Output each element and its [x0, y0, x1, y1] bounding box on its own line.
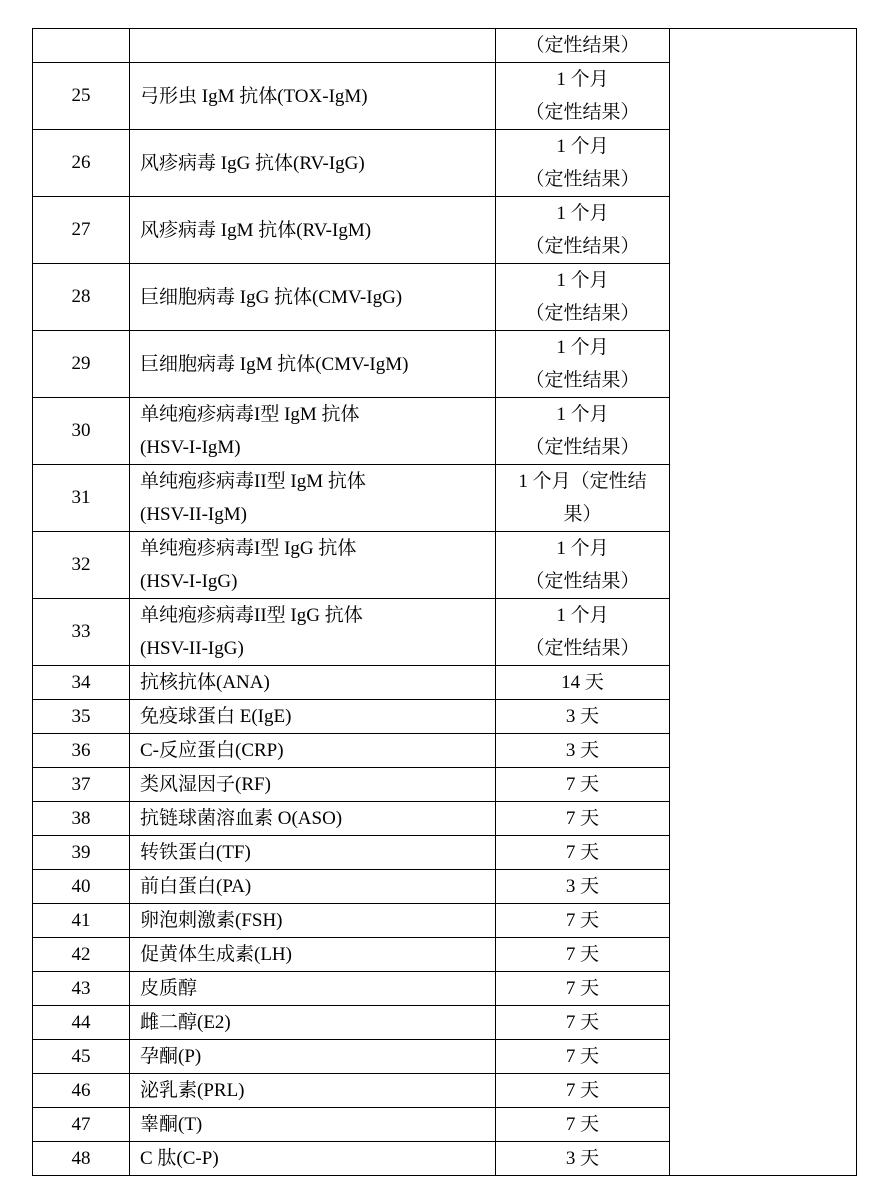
item-name	[130, 130, 496, 197]
item-name	[130, 29, 496, 63]
item-number: 48	[33, 1142, 130, 1176]
turnaround-time-line: （定性结果）	[525, 437, 640, 458]
turnaround-time	[496, 398, 670, 465]
turnaround-time-line: （定性结果）	[525, 169, 640, 190]
turnaround-time	[496, 197, 670, 264]
item-number	[33, 29, 130, 63]
item-number: 37	[33, 768, 130, 802]
item-name: 雌二醇(E2)	[130, 1006, 496, 1040]
turnaround-time	[496, 63, 670, 130]
table-body	[33, 29, 857, 1176]
item-name-line: 风疹病毒 IgG 抗体(RV-IgG)	[140, 152, 365, 174]
item-number: 26	[33, 130, 130, 197]
item-name-line: 巨细胞病毒 IgM 抗体(CMV-IgM)	[140, 353, 409, 375]
turnaround-time: 7 天	[496, 938, 670, 972]
item-number: 47	[33, 1108, 130, 1142]
turnaround-time: 7 天	[496, 836, 670, 870]
turnaround-time: 7 天	[496, 768, 670, 802]
item-name: C-反应蛋白(CRP)	[130, 734, 496, 768]
item-number: 38	[33, 802, 130, 836]
turnaround-time-line: （定性结果）	[525, 102, 640, 123]
turnaround-time: 3 天	[496, 700, 670, 734]
item-name: 睾酮(T)	[130, 1108, 496, 1142]
turnaround-time-line: 1 个月	[556, 270, 609, 291]
item-name-line: 单纯疱疹病毒I型 IgG 抗体	[140, 538, 357, 559]
turnaround-time	[496, 599, 670, 666]
item-name-line: 风疹病毒 IgM 抗体(RV-IgM)	[140, 219, 372, 241]
test-items-table	[32, 28, 857, 1176]
turnaround-time	[496, 465, 670, 532]
item-number: 32	[33, 532, 130, 599]
item-name: C 肽(C-P)	[130, 1142, 496, 1176]
turnaround-time	[496, 331, 670, 398]
item-number: 46	[33, 1074, 130, 1108]
item-number: 40	[33, 870, 130, 904]
item-name	[130, 398, 496, 465]
item-name: 免疫球蛋白 E(IgE)	[130, 700, 496, 734]
turnaround-time: 3 天	[496, 870, 670, 904]
table-row	[33, 29, 857, 63]
item-number: 25	[33, 63, 130, 130]
item-number: 27	[33, 197, 130, 264]
turnaround-time: 7 天	[496, 802, 670, 836]
turnaround-time-line: （定性结果）	[525, 236, 640, 257]
item-name-line: (HSV-II-IgG)	[140, 638, 244, 659]
turnaround-time: 3 天	[496, 734, 670, 768]
item-name-line: (HSV-I-IgG)	[140, 571, 238, 592]
item-name-line: 单纯疱疹病毒II型 IgG 抗体	[140, 605, 363, 626]
item-name: 转铁蛋白(TF)	[130, 836, 496, 870]
item-name	[130, 63, 496, 130]
turnaround-time-line: 1 个月	[556, 203, 609, 224]
item-name-line: 弓形虫 IgM 抗体(TOX-IgM)	[140, 85, 368, 107]
item-name: 类风湿因子(RF)	[130, 768, 496, 802]
turnaround-time-line: 1 个月	[556, 136, 609, 157]
item-number: 29	[33, 331, 130, 398]
item-name: 前白蛋白(PA)	[130, 870, 496, 904]
item-name-line: 单纯疱疹病毒I型 IgM 抗体	[140, 404, 360, 425]
item-name	[130, 264, 496, 331]
turnaround-time-line: 1 个月	[556, 69, 609, 90]
item-name	[130, 599, 496, 666]
item-name: 孕酮(P)	[130, 1040, 496, 1074]
item-number: 35	[33, 700, 130, 734]
item-number: 36	[33, 734, 130, 768]
turnaround-time-line: 1 个月	[556, 538, 609, 559]
item-number: 33	[33, 599, 130, 666]
item-number: 31	[33, 465, 130, 532]
item-name: 皮质醇	[130, 972, 496, 1006]
item-name: 泌乳素(PRL)	[130, 1074, 496, 1108]
turnaround-time-line: （定性结果）	[525, 370, 640, 391]
turnaround-time: 7 天	[496, 904, 670, 938]
item-name: 抗链球菌溶血素 O(ASO)	[130, 802, 496, 836]
turnaround-time-line: （定性结果）	[525, 303, 640, 324]
item-name: 抗核抗体(ANA)	[130, 666, 496, 700]
item-name-line: 单纯疱疹病毒II型 IgM 抗体	[140, 471, 366, 492]
turnaround-time-line: （定性结果）	[525, 571, 640, 592]
turnaround-time: 14 天	[496, 666, 670, 700]
item-name: 卵泡刺激素(FSH)	[130, 904, 496, 938]
item-number: 43	[33, 972, 130, 1006]
turnaround-time-line: 1 个月	[556, 404, 609, 425]
turnaround-time: （定性结果）	[496, 29, 670, 63]
turnaround-time-line: 1 个月	[556, 605, 609, 626]
turnaround-time-line: 1 个月（定性结	[518, 471, 647, 492]
item-number: 45	[33, 1040, 130, 1074]
turnaround-time: 7 天	[496, 1074, 670, 1108]
turnaround-time	[496, 264, 670, 331]
turnaround-time: 7 天	[496, 1108, 670, 1142]
turnaround-time: 7 天	[496, 1006, 670, 1040]
item-name	[130, 331, 496, 398]
turnaround-time: 7 天	[496, 1040, 670, 1074]
item-name-line: (HSV-II-IgM)	[140, 504, 247, 525]
item-name-line: (HSV-I-IgM)	[140, 437, 241, 458]
turnaround-time: 3 天	[496, 1142, 670, 1176]
item-name: 促黄体生成素(LH)	[130, 938, 496, 972]
item-name-line: 巨细胞病毒 IgG 抗体(CMV-IgG)	[140, 286, 403, 308]
item-name	[130, 465, 496, 532]
item-number: 30	[33, 398, 130, 465]
turnaround-time	[496, 130, 670, 197]
item-number: 42	[33, 938, 130, 972]
turnaround-time-line: 果）	[563, 504, 602, 525]
item-name	[130, 532, 496, 599]
item-number: 41	[33, 904, 130, 938]
item-number: 34	[33, 666, 130, 700]
item-number: 28	[33, 264, 130, 331]
item-name	[130, 197, 496, 264]
turnaround-time-line: （定性结果）	[525, 638, 640, 659]
turnaround-time	[496, 532, 670, 599]
turnaround-time-line: 1 个月	[556, 337, 609, 358]
notes-column	[670, 29, 857, 1176]
item-number: 39	[33, 836, 130, 870]
turnaround-time: 7 天	[496, 972, 670, 1006]
item-number: 44	[33, 1006, 130, 1040]
